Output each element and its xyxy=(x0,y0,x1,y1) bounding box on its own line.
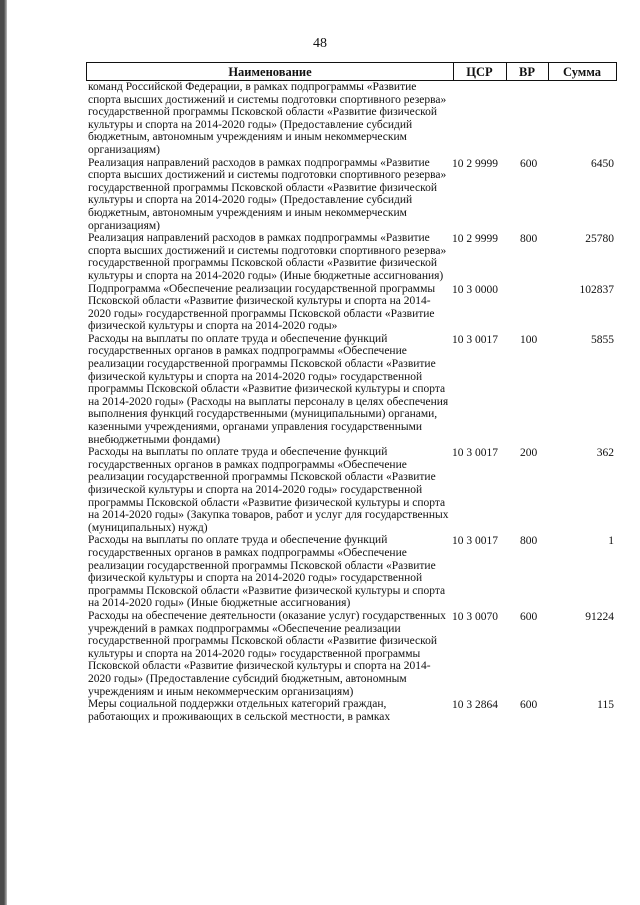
row-name: Расходы на обеспечение деятельности (оказание услуг) государственных учреждений в рамках подпрограммы «Обеспечение реализации государственной программы Псковской области «Развитие физической культуры и спорта на 2014-2020 годы» государственной программы Псковской области «Развитие физической культуры и спорта на 2014-2020 годы» (Предоставление субсидий бюджетным, автономным учреждениям и иным некоммерческим организациям) xyxy=(88,609,446,698)
row-sum: 25780 xyxy=(585,233,614,246)
header-name: Наименование xyxy=(87,63,454,80)
row-csr: 10 3 0070 xyxy=(452,610,498,623)
row-name: Расходы на выплаты по оплате труда и обеспечение функций государственных органов в рамках подпрограммы «Обеспечение реализации государственной программы Псковской области «Развитие физической культуры и спорта на 2014-2020 годы» государственной программы Псковской области «Развитие физической культуры и спорта на 2014-2020 годы» (Закупка товаров, работ и услуг для государственных (муниципальных) нужд) xyxy=(88,446,449,534)
row-vr: 800 xyxy=(520,233,538,246)
row-name: Расходы на выплаты по оплате труда и обеспечение функций государственных органов в рамках подпрограммы «Обеспечение реализации государственной программы Псковской области «Развитие физической культуры и спорта на 2014-2020 годы» государственной программы Псковской области «Развитие физической культуры и спорта на 2014-2020 годы» (Расходы на выплаты персоналу в целях обеспечения выполнения функций государственными (муниципальными) органами, казенными учреждениями, органами управления государственными внебюджетными фондами) xyxy=(88,332,449,446)
row-vr: 600 xyxy=(520,157,538,170)
page-number: 48 xyxy=(313,36,327,51)
scan-edge xyxy=(0,0,7,905)
row-csr: 10 3 2864 xyxy=(452,699,498,712)
table-row xyxy=(86,232,617,282)
row-sum: 6450 xyxy=(591,157,614,170)
row-name: Подпрограмма «Обеспечение реализации государственной программы Псковской области «Развитие физической культуры и спорта на 2014-2020 годы» государственной программы Псковской области «Развитие физической культуры и спорта на 2014-2020 годы» xyxy=(88,282,436,333)
row-name: Меры социальной поддержки отдельных категорий граждан, работающих и проживающих в сельской местности, в рамках xyxy=(88,698,391,723)
row-csr: 10 3 0000 xyxy=(452,283,498,296)
row-vr: 100 xyxy=(520,333,538,346)
row-name: команд Российской Федерации, в рамках подпрограммы «Развитие спорта высших достижений и системы подготовки спортивного резерва» государственной программы Псковской области «Развитие физической культуры и спорта на 2014-2020 годы» (Предоставление субсидий бюджетным, автономным учреждениям и иным некоммерческим организациям) xyxy=(88,81,447,156)
row-sum: 115 xyxy=(597,699,614,712)
row-csr: 10 2 9999 xyxy=(452,157,498,170)
row-vr: 600 xyxy=(520,699,538,712)
row-vr: 600 xyxy=(520,610,538,623)
table-row xyxy=(86,610,617,698)
row-name: Реализация направлений расходов в рамках подпрограммы «Развитие спорта высших достижений и системы подготовки спортивного резерва» государственной программы Псковской области «Развитие физической культуры и спорта на 2014-2020 годы» (Предоставление субсидий бюджетным, автономным учреждениям и иным некоммерческим организациям) xyxy=(88,156,447,232)
header-sum: Сумма xyxy=(563,65,601,79)
table-row xyxy=(86,333,617,446)
row-sum: 91224 xyxy=(585,610,614,623)
row-name: Реализация направлений расходов в рамках подпрограммы «Развитие спорта высших достижений и системы подготовки спортивного резерва» государственной программы Псковской области «Развитие физической культуры и спорта на 2014-2020 годы» (Иные бюджетные ассигнования) xyxy=(88,232,447,282)
header-csr: ЦСР xyxy=(453,63,507,80)
table-row xyxy=(86,157,617,233)
row-csr: 10 2 9999 xyxy=(452,233,498,246)
row-name: Расходы на выплаты по оплате труда и обеспечение функций государственных органов в рамках подпрограммы «Обеспечение реализации государственной программы Псковской области «Развитие физической культуры и спорта на 2014-2020 годы» государственной программы Псковской области «Развитие физической культуры и спорта на 2014-2020 годы» (Иные бюджетные ассигнования) xyxy=(88,534,446,610)
row-vr: 200 xyxy=(520,447,538,460)
row-sum: 5855 xyxy=(591,333,614,346)
table-row xyxy=(86,81,617,157)
budget-table xyxy=(86,62,617,723)
header-vr: ВР xyxy=(506,63,549,80)
table-header xyxy=(86,62,617,81)
table-row xyxy=(86,534,617,610)
row-sum: 362 xyxy=(596,447,614,460)
row-vr: 800 xyxy=(520,535,538,548)
table-row xyxy=(86,446,617,534)
table-row xyxy=(86,698,617,723)
table-row xyxy=(86,283,617,333)
row-csr: 10 3 0017 xyxy=(452,447,498,460)
row-sum: 1 xyxy=(608,535,614,548)
row-csr: 10 3 0017 xyxy=(452,535,498,548)
row-csr: 10 3 0017 xyxy=(452,333,498,346)
row-sum: 102837 xyxy=(579,283,614,296)
